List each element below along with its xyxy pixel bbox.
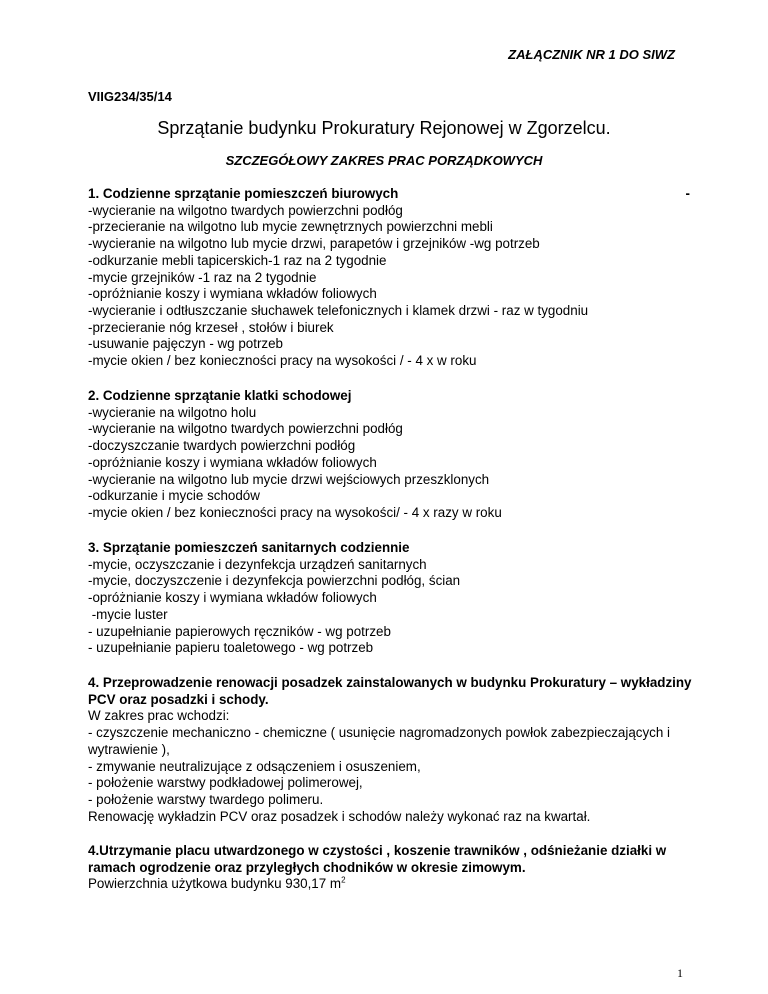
attachment-label: ZAŁĄCZNIK NR 1 DO SIWZ	[508, 47, 675, 62]
list-item: -mycie luster	[88, 606, 168, 622]
section-office-cleaning	[88, 186, 698, 370]
reference-number: VIIG234/35/14	[88, 89, 172, 104]
list-item: W zakres prac wchodzi:	[88, 708, 230, 724]
document-title: Sprzątanie budynku Prokuratury Rejonowej w Zgorzelcu.	[157, 118, 611, 138]
area-unit-superscript: 2	[341, 875, 346, 885]
list-item: -wycieranie na wilgotno holu	[88, 404, 257, 420]
list-item: -doczyszczanie twardych powierzchni podłóg	[88, 438, 356, 454]
list-item: -wycieranie na wilgotno twardych powierzchni podłóg	[88, 202, 403, 218]
section-heading: 4. Przeprowadzenie renowacji posadzek zainstalowanych w budynku Prokuratury – wykładziny PCV oraz posadzki i schody.	[88, 675, 692, 707]
section-heading: 3. Sprzątanie pomieszczeń sanitarnych codziennie	[88, 540, 410, 555]
list-item: -przecieranie na wilgotno lub mycie zewnętrznych powierzchni mebli	[88, 219, 493, 235]
list-item: - położenie warstwy twardego polimeru.	[88, 791, 324, 807]
list-item: -wycieranie i odtłuszczanie słuchawek telefonicznych i klamek drzwi - raz w tygodniu	[88, 302, 589, 318]
list-item: -mycie, doczyszczenie i dezynfekcja powierzchni podłóg, ścian	[88, 573, 461, 589]
list-item: -mycie grzejników -1 raz na 2 tygodnie	[88, 269, 317, 285]
list-item: -usuwanie pajęczyn - wg potrzeb	[88, 336, 284, 352]
heading-trailing-dash: -	[685, 186, 690, 201]
list-item: - położenie warstwy podkładowej polimerowej,	[88, 775, 363, 791]
list-item: -mycie okien / bez konieczności pracy na wysokości/ - 4 x razy w roku	[88, 504, 502, 520]
section-staircase-cleaning	[88, 388, 698, 522]
list-item: -opróżnianie koszy i wymiana wkładów foliowych	[88, 454, 377, 470]
building-area	[88, 876, 698, 893]
list-item: -mycie, oczyszczanie i dezynfekcja urządzeń sanitarnych	[88, 556, 427, 572]
page-number: 1	[677, 966, 683, 980]
list-item: - zmywanie neutralizujące z odsączeniem i osuszeniem,	[88, 758, 421, 774]
section-heading: 4.Utrzymanie placu utwardzonego w czystości , koszenie trawników , odśnieżanie działki w ramach ogrodzenie oraz przyległych chodników w okresie zimowym.	[88, 843, 667, 875]
list-item: - czyszczenie mechaniczno - chemiczne ( usunięcie nagromadzonych powłok zabezpieczających i wytrawienie ),	[88, 725, 671, 757]
list-item: -wycieranie na wilgotno lub mycie drzwi wejściowych przeszklonych	[88, 471, 490, 487]
section-sanitary-cleaning	[88, 540, 698, 657]
list-item: -wycieranie na wilgotno lub mycie drzwi, parapetów i grzejników -wg potrzeb	[88, 236, 540, 252]
list-item: -odkurzanie i mycie schodów	[88, 488, 260, 504]
list-item: -mycie okien / bez konieczności pracy na wysokości / - 4 x w roku	[88, 353, 477, 369]
list-item: - uzupełnianie papierowych ręczników - wg potrzeb	[88, 623, 391, 639]
list-item: -opróżnianie koszy i wymiana wkładów foliowych	[88, 590, 377, 606]
building-area-text: Powierzchnia użytkowa budynku 930,17 m	[88, 876, 342, 892]
document-subtitle: SZCZEGÓŁOWY ZAKRES PRAC PORZĄDKOWYCH	[225, 153, 543, 168]
section-grounds-maintenance	[88, 843, 698, 893]
list-item: Renowację wykładzin PCV oraz posadzek i schodów należy wykonać raz na kwartał.	[88, 808, 591, 824]
section-floor-renovation	[88, 675, 698, 825]
section-heading: 1. Codzienne sprzątanie pomieszczeń biurowych	[88, 186, 399, 201]
list-item: -odkurzanie mebli tapicerskich-1 raz na 2 tygodnie	[88, 252, 387, 268]
list-item: -przecieranie nóg krzeseł , stołów i biurek	[88, 319, 334, 335]
list-item: -opróżnianie koszy i wymiana wkładów foliowych	[88, 286, 377, 302]
list-item: - uzupełnianie papieru toaletowego - wg potrzeb	[88, 640, 374, 656]
list-item: -wycieranie na wilgotno twardych powierzchni podłóg	[88, 421, 403, 437]
section-heading: 2. Codzienne sprzątanie klatki schodowej	[88, 388, 352, 403]
